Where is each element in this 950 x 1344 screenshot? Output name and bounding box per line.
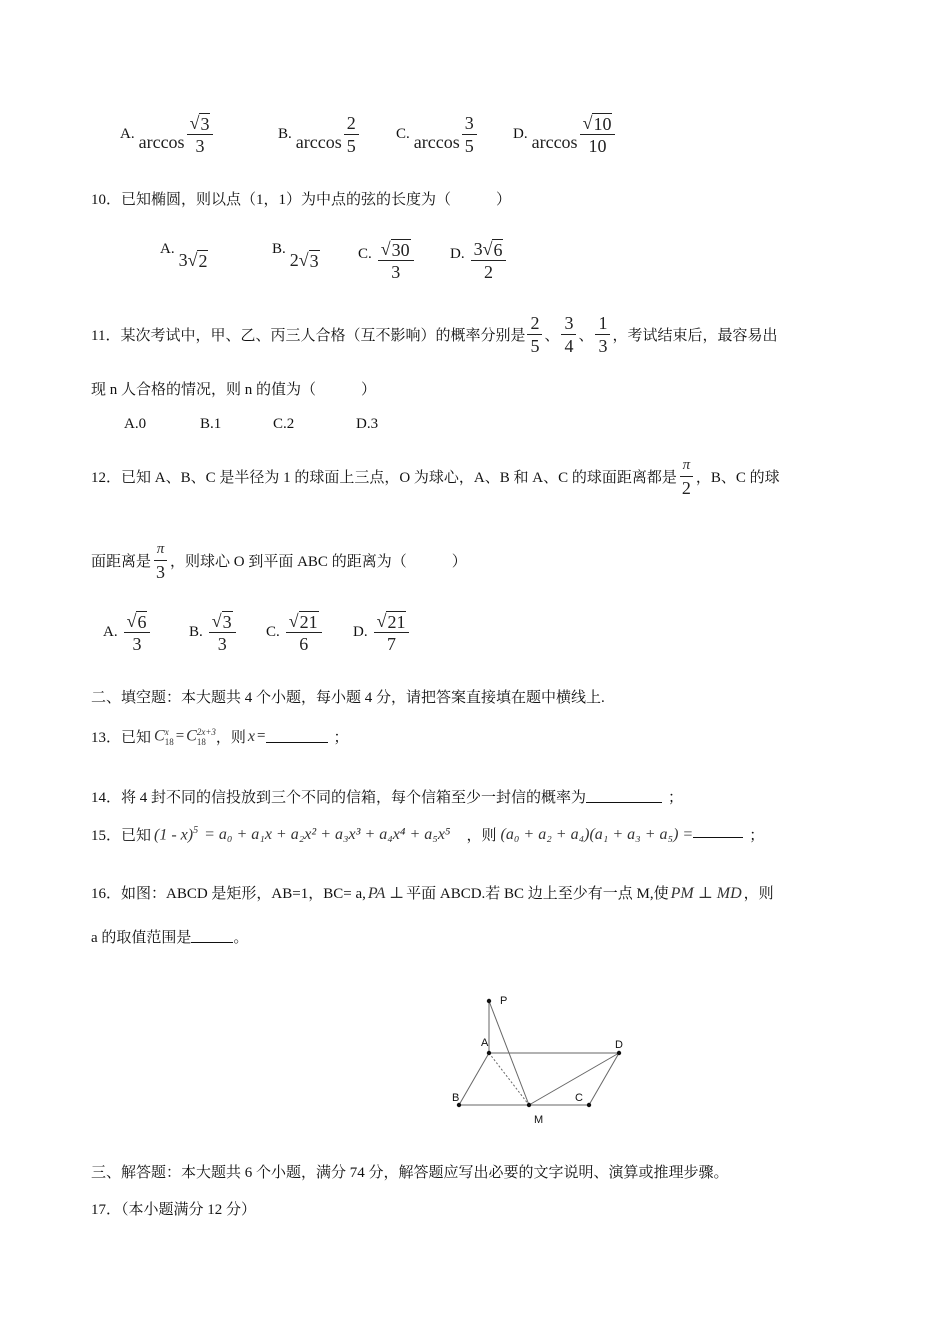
q12-option-d: [353, 610, 411, 655]
q16-end: 。: [233, 930, 249, 946]
q12-option-b: [189, 610, 238, 655]
denominator: 10: [588, 136, 607, 156]
geometry-figure: [440, 990, 650, 1135]
edge-ab: [459, 1053, 489, 1105]
section-3-heading: 三、解答题：本大题共 6 个小题，满分 74 分，解答题应写出必要的文字说明、演算或推理步骤。: [91, 1165, 729, 1181]
option-label: A.: [160, 241, 175, 257]
answer-blank[interactable]: [586, 790, 662, 803]
option-label: D.: [450, 246, 465, 262]
numerator: π: [680, 454, 694, 477]
lhs: (1 - x): [154, 826, 194, 844]
q12-text: 12．已知 A、B、C 是半径为 1 的球面上三点，O 为球心，A、B 和 A、C 的球面距离都是: [91, 470, 677, 486]
fraction: [561, 312, 576, 357]
numerator: 1: [595, 312, 610, 335]
fraction: √ 3 3: [187, 112, 214, 157]
q10-option-d: [450, 238, 508, 283]
exponent: 5: [193, 824, 199, 836]
q10-text: 10．已知椭圆，则以点（1，1）为中点的弦的长度为（ ）: [91, 192, 512, 208]
denominator: 5: [464, 136, 474, 156]
point-p: [487, 999, 491, 1003]
q11-text: ，考试结束后，最容易出: [612, 328, 778, 344]
label-d: D: [615, 1039, 623, 1051]
label-c: C: [575, 1092, 583, 1104]
option-label: D.: [353, 624, 368, 640]
coefficient: 3: [473, 239, 483, 259]
fraction: √ 21 6: [286, 610, 322, 655]
denominator: 3: [132, 634, 142, 654]
q15-text: ，则: [466, 828, 497, 844]
combination-2: [186, 727, 216, 747]
equals-sign: =: [175, 728, 185, 744]
denominator: 3: [217, 634, 227, 654]
combination-1: [154, 727, 174, 747]
pm-perp-md: PM ⊥ MD: [670, 884, 742, 902]
numerator: 3: [200, 114, 210, 134]
q12-option-a: [103, 610, 152, 655]
edge-am-dashed: [489, 1053, 529, 1105]
point-c: [587, 1103, 591, 1107]
fraction: [527, 312, 542, 357]
q16-text: 平面 ABCD.若 BC 边上至少有一点 M,使: [406, 886, 669, 902]
fraction: [595, 312, 610, 357]
q12-line2: [91, 538, 467, 583]
q9-option-d: [513, 112, 617, 157]
coefficient: 3: [178, 250, 188, 270]
radicand: 2: [198, 251, 208, 271]
q15-expression: (a₀ + a₂ + a₄)(a₁ + a₃ + a₅) =: [500, 825, 694, 843]
answer-blank[interactable]: [191, 930, 233, 943]
arccos-func: arccos: [413, 132, 460, 152]
radicand: 3: [309, 251, 319, 271]
fraction: [153, 538, 168, 583]
q16-line1: [91, 882, 774, 903]
denominator: 5: [346, 136, 356, 156]
q12-text: 面距离是: [91, 554, 152, 570]
q16-text: a 的取值范围是: [91, 930, 192, 946]
q17-heading: 17．（本小题满分 12 分）: [91, 1202, 257, 1218]
denominator: 5: [530, 336, 540, 356]
denominator: 2: [484, 262, 494, 282]
math-expression: 3 √ 2: [178, 250, 208, 271]
label-a: A: [481, 1037, 489, 1049]
q10-option-a: [160, 240, 208, 271]
point-d: [617, 1051, 621, 1055]
q14-text: 14．将 4 封不同的信投放到三个不同的信箱，每个信箱至少一封信的概率为: [91, 790, 587, 806]
numerator: 2: [344, 112, 359, 135]
q12-text: ，则球心 O 到平面 ABC 的距离为（ ）: [170, 554, 467, 570]
subscript: 18: [196, 736, 206, 747]
denominator: 7: [387, 634, 397, 654]
numerator: 30: [391, 240, 410, 260]
denominator: 3: [156, 562, 166, 582]
pa-perp: PA ⊥: [367, 884, 405, 902]
option-label: C.: [266, 624, 280, 640]
denominator: 3: [598, 336, 608, 356]
q12-option-c: [266, 610, 324, 655]
option-label: A.: [120, 126, 135, 142]
numerator: 3: [222, 612, 232, 632]
q13: [91, 726, 349, 747]
label-b: B: [452, 1092, 460, 1104]
q13-text: 13．已知: [91, 730, 152, 746]
q10-option-c: [358, 238, 416, 283]
q9-option-a: [120, 112, 215, 157]
q11-line1: [91, 312, 778, 357]
q16-line2: [91, 926, 248, 947]
equals-sign: =: [257, 728, 266, 744]
q12-line1: [91, 454, 780, 499]
label-p: P: [500, 995, 508, 1007]
q14: [91, 786, 683, 807]
option-label: C.: [396, 126, 410, 142]
q11-option-d: D.3: [356, 416, 379, 432]
numerator: 10: [593, 114, 612, 134]
denominator: 4: [564, 336, 574, 356]
option-label: D.: [513, 126, 528, 142]
math-expression: 2 √ 3: [289, 250, 319, 271]
option-label: B.: [278, 126, 292, 142]
fraction: √ 30 3: [378, 238, 414, 283]
edge-md: [529, 1053, 619, 1105]
option-label: A.: [103, 624, 118, 640]
q15-end: ；: [749, 828, 765, 844]
denominator: 6: [299, 634, 309, 654]
q10-option-b: [272, 240, 320, 271]
answer-blank[interactable]: [693, 825, 743, 838]
numerator: 21: [387, 612, 406, 632]
q14-end: ；: [668, 790, 684, 806]
numerator: 21: [299, 612, 318, 632]
q15: [91, 824, 764, 845]
option-label: C.: [358, 246, 372, 262]
arccos-func: arccos: [295, 132, 342, 152]
fraction: √ 6 3: [124, 610, 151, 655]
arccos-func: arccos: [531, 132, 578, 152]
superscript: x: [164, 726, 169, 737]
edge-cd: [589, 1053, 619, 1105]
q15-text: 15．已知: [91, 828, 152, 844]
binomial-lhs: [154, 825, 198, 844]
variable-x: x: [247, 727, 256, 745]
radicand: 6: [493, 240, 503, 260]
c-symbol: C: [186, 727, 197, 745]
q13-end: ；: [333, 730, 349, 746]
q9-option-c: [396, 112, 479, 157]
q9-option-b: [278, 112, 361, 157]
q16-text: 16．如图：ABCD 是矩形，AB=1，BC= a,: [91, 886, 366, 902]
separator: 、: [578, 328, 594, 344]
numerator: 6: [137, 612, 147, 632]
numerator: 3: [561, 312, 576, 335]
label-m: M: [534, 1114, 544, 1126]
numerator: 2: [527, 312, 542, 335]
q12-text: ，B、C 的球: [695, 470, 780, 486]
separator: 、: [544, 328, 560, 344]
point-m: [527, 1103, 531, 1107]
point-a: [487, 1051, 491, 1055]
subscript: 18: [164, 736, 174, 747]
denominator: 3: [195, 136, 205, 156]
arccos-func: arccos: [138, 132, 185, 152]
polynomial-rhs: = a₀ + a₁x + a₂x² + a₃x³ + a₄x⁴ + a₅x⁵: [204, 825, 451, 843]
fraction: √ 10 10: [580, 112, 616, 157]
fraction: [679, 454, 694, 499]
numerator: π: [154, 538, 168, 561]
q11-line2: 现 n 人合格的情况，则 n 的值为（ ）: [91, 382, 377, 398]
coefficient: 2: [289, 250, 299, 270]
q11-option-c: C.2: [273, 416, 295, 432]
superscript: 2x+3: [196, 726, 216, 737]
denominator: 2: [681, 478, 691, 498]
fraction: [344, 112, 359, 157]
option-label: B.: [272, 241, 286, 257]
c-symbol: C: [154, 727, 165, 745]
q16-text: ，则: [743, 886, 774, 902]
numerator: 3: [462, 112, 477, 135]
q11-option-b: B.1: [200, 416, 222, 432]
q11-option-a: A.0: [124, 416, 147, 432]
answer-blank[interactable]: [266, 730, 328, 743]
q11-text: 11．某次考试中，甲、乙、丙三人合格（互不影响）的概率分别是: [91, 328, 526, 344]
section-2-heading: 二、填空题：本大题共 4 个小题，每小题 4 分，请把答案直接填在题中横线上.: [91, 690, 605, 706]
fraction: √ 21 7: [374, 610, 410, 655]
denominator: 3: [391, 262, 401, 282]
option-label: B.: [189, 624, 203, 640]
fraction: √ 3 3: [209, 610, 236, 655]
fraction: 3 √ 6 2: [471, 238, 507, 283]
q13-text: ，则: [215, 730, 246, 746]
fraction: [462, 112, 477, 157]
